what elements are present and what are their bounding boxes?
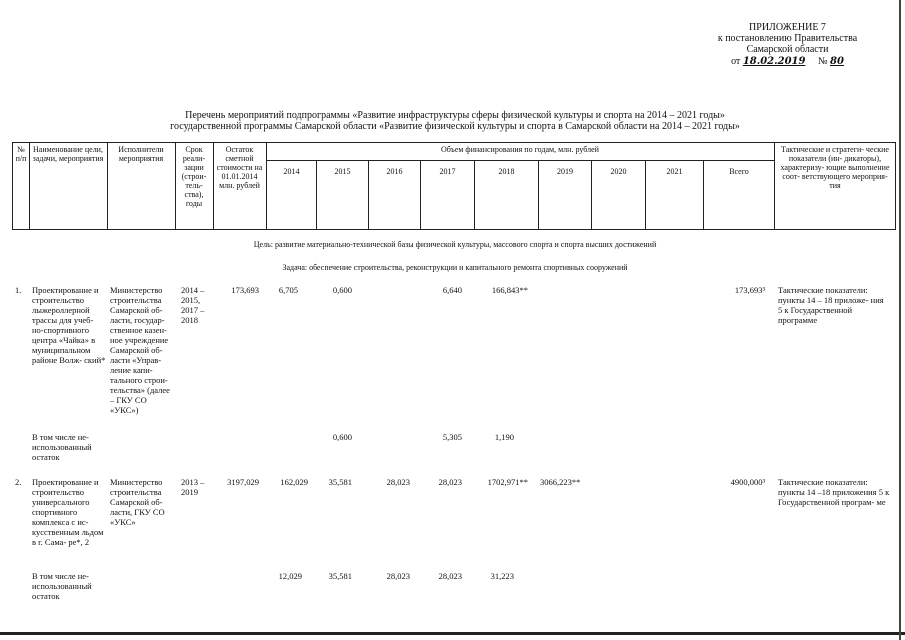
row-indicators: Тактические показатели: пункты 14 –18 приложения 5 к Государственной програм- ме xyxy=(778,477,890,507)
cell-2018: 166,843** xyxy=(491,285,528,295)
th-number: № п/п xyxy=(15,145,27,163)
th-remainder: Остаток сметной стоимости на 01.01.2014 млн. рублей xyxy=(216,145,263,190)
cell-2015: 0,600 xyxy=(332,432,352,442)
title-line-1: Перечень мероприятий подпрограммы «Развитие инфраструктуры сферы физической культуры и спорта на 2014 – 2021 годы» xyxy=(185,110,725,121)
cell-2015: 0,600 xyxy=(332,285,352,295)
th-year-2016: 2016 xyxy=(386,167,403,176)
cell-2015: 35,581 xyxy=(328,571,352,581)
cell-2017: 28,023 xyxy=(438,477,462,487)
row-remainder: 173,693 xyxy=(231,285,259,295)
row-executors: Министерство строительства Самарской об- ласти, государ- ственное казен- ное учреждение Самарской об- ласти «Управ- ление капи- тального строи- тельства» (далее – ГКУ СО «УКС») xyxy=(110,285,170,415)
cell-2019: 3066,223** xyxy=(540,477,581,487)
row-executors: Министерство строительства Самарской об- ласти, ГКУ СО «УКС» xyxy=(110,477,165,527)
cell-2018: 1702,971** xyxy=(487,477,528,487)
cell-2018: 31,223 xyxy=(490,571,514,581)
cell-2014: 6,705 xyxy=(278,285,298,295)
row-number: 2. xyxy=(15,477,22,487)
cell-2014: 162,029 xyxy=(280,477,308,487)
cell-2014: 12,029 xyxy=(278,571,302,581)
cell-total: 4900,000³ xyxy=(730,477,765,487)
number-prefix: № xyxy=(817,56,828,67)
cell-2017: 28,023 xyxy=(438,571,462,581)
th-indicators: Тактические и стратеги- ческие показатели (ин- дикаторы), характеризу- ющие выполнение соот- ветствующего мероприя- тия xyxy=(780,145,890,190)
th-year-2019: 2019 xyxy=(557,167,573,176)
th-year-2021: 2021 xyxy=(666,167,683,176)
cell-total: 173,693³ xyxy=(734,285,765,295)
th-year-2017: 2017 xyxy=(439,167,456,176)
th-executors: Исполнители мероприятия xyxy=(118,145,164,163)
th-year-2020: 2020 xyxy=(610,167,627,176)
row-name: В том числе не- использованный остаток xyxy=(32,432,92,462)
decree-number: 80 xyxy=(830,56,844,67)
row-term: 2014 – 2015, 2017 – 2018 xyxy=(181,285,205,325)
task-line: Задача: обеспечение строительства, реконструкции и капитального ремонта спортивных сооружений xyxy=(282,263,628,272)
goal-line: Цель: развитие материально-технической базы физической культуры, массового спорта и спорта высших достижений xyxy=(253,240,657,249)
cell-2017: 5,305 xyxy=(442,432,462,442)
date-prefix: от xyxy=(731,56,741,67)
cell-2018: 1,190 xyxy=(494,432,514,442)
row-remainder: 3197,029 xyxy=(227,477,259,487)
decree-date: 18.02.2019 xyxy=(742,56,806,67)
title-line-2: государственной программы Самарской области «Развитие физической культуры и спорта в Самарской области на 2014 – 2021 годы» xyxy=(170,121,740,132)
page-right-border xyxy=(899,0,901,640)
th-name: Наименование цели, задачи, мероприятия xyxy=(32,145,104,163)
appendix-block xyxy=(700,22,875,67)
row-indicators: Тактические показатели: пункты 14 – 18 приложе- ния 5 к Государственной программе xyxy=(778,285,884,325)
appendix-date-line xyxy=(700,56,875,67)
row-name: В том числе не- использованный остаток xyxy=(32,571,92,601)
th-year-2015: 2015 xyxy=(334,167,351,176)
row-term: 2013 – 2019 xyxy=(181,477,205,497)
th-funding: Объем финансирования по годам, млн. рублей xyxy=(441,145,599,154)
cell-2016: 28,023 xyxy=(386,477,410,487)
cell-2017: 6,640 xyxy=(442,285,462,295)
th-year-2018: 2018 xyxy=(498,167,515,176)
document-title xyxy=(60,110,850,132)
row-name: Проектирование и строительство универсального спортивного комплекса с ис- кусственным льдом в г. Сама- ре*, 2 xyxy=(32,477,104,547)
row-name: Проектирование и строительство лыжероллерной трассы для учеб- но-спортивного центра «Чайка» в муниципальном районе Волж- ский* xyxy=(32,285,106,365)
appendix-decree: к постановлению Правительства xyxy=(717,33,858,44)
th-term: Срок реали- зации (строи- тель- ства), годы xyxy=(181,145,207,208)
cell-2015: 35,581 xyxy=(328,477,352,487)
cell-2016: 28,023 xyxy=(386,571,410,581)
page-bottom-border xyxy=(0,632,905,635)
th-total: Всего xyxy=(729,167,749,176)
appendix-region: Самарской области xyxy=(746,44,829,55)
th-year-2014: 2014 xyxy=(283,167,300,176)
row-number: 1. xyxy=(15,285,22,295)
appendix-title: ПРИЛОЖЕНИЕ 7 xyxy=(749,22,826,33)
